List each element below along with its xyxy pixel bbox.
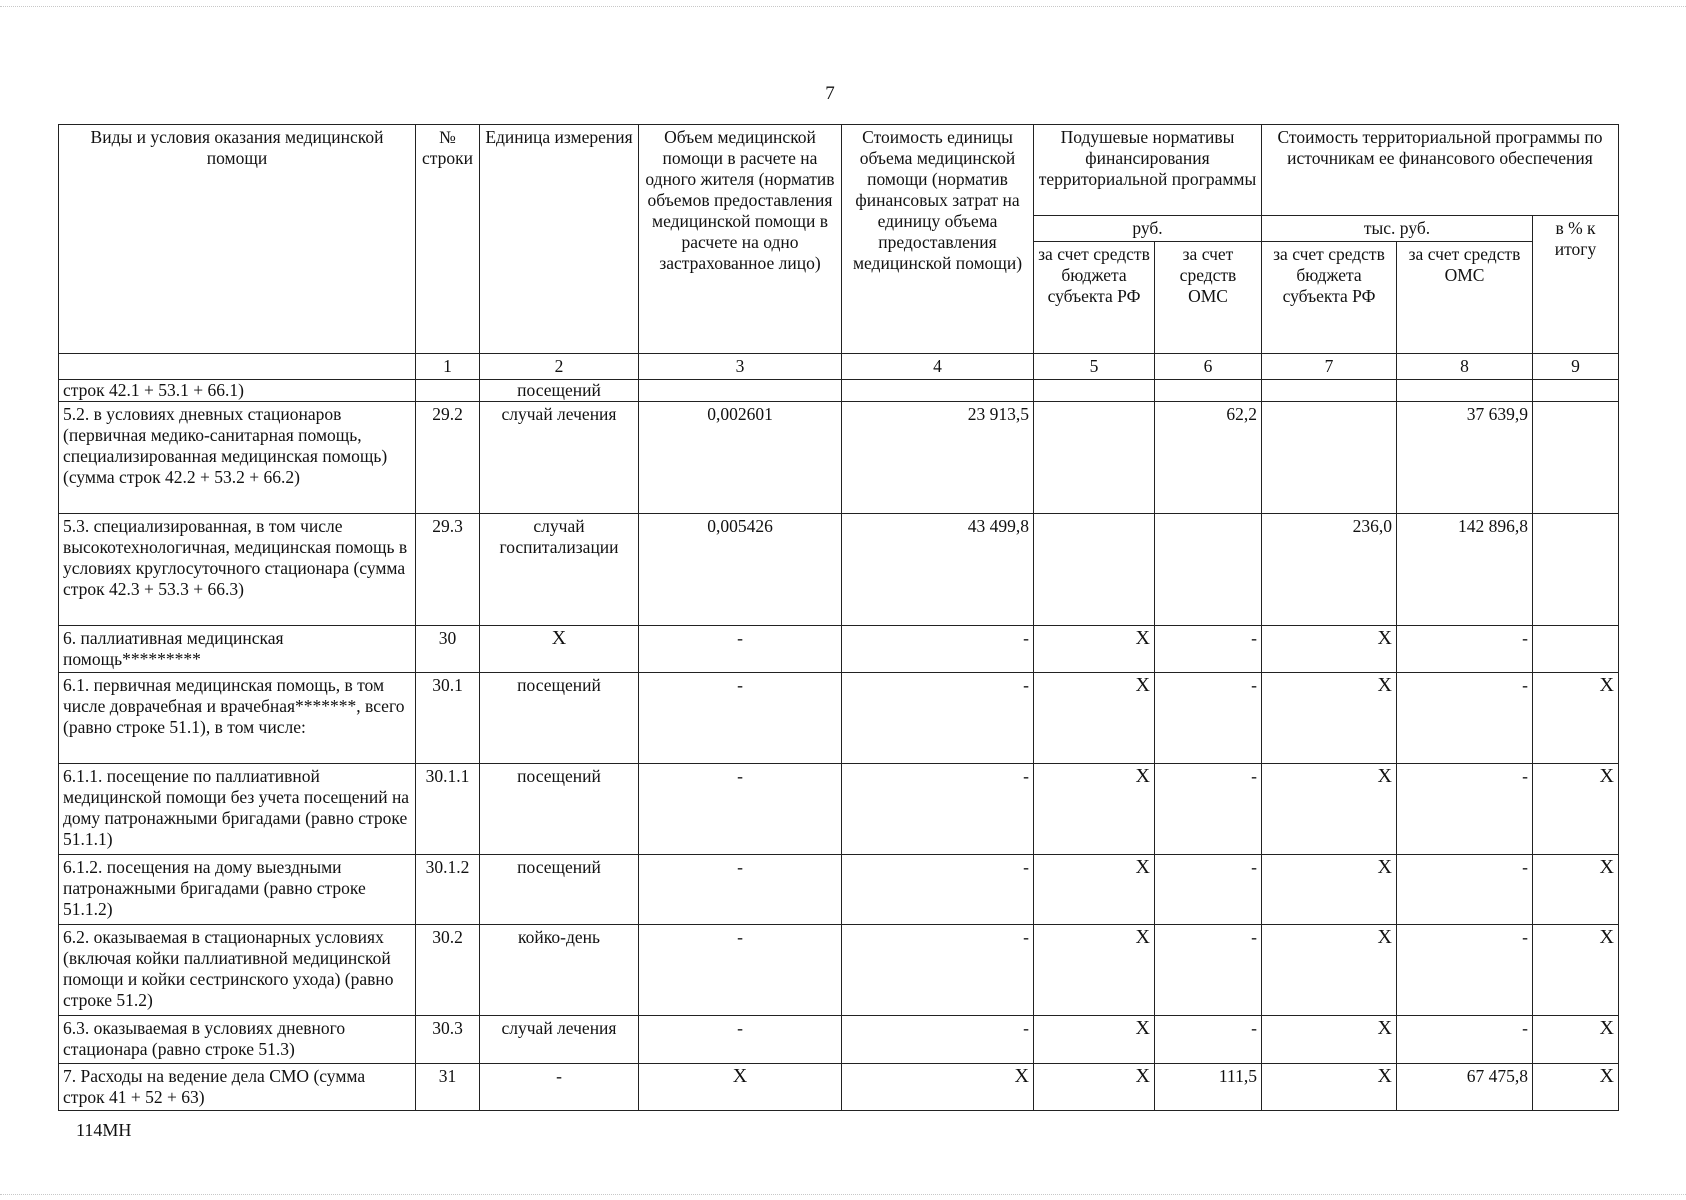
row-unit: X [480,626,639,673]
row-no: 30.1.2 [416,855,480,925]
column-number: 7 [1262,354,1397,380]
cell-c9: X [1533,1016,1619,1064]
row-no: 30 [416,626,480,673]
cell-c4: - [842,925,1034,1016]
cell-c6: - [1155,764,1262,855]
cell-c6: 111,5 [1155,1064,1262,1111]
cell-c4: 23 913,5 [842,402,1034,514]
cell-c4: - [842,1016,1034,1064]
row-name: строк 42.1 + 53.1 + 66.1) [59,380,416,402]
page-number: 7 [825,83,835,104]
cell-c9 [1533,514,1619,626]
table-row [59,764,1619,855]
header-c7-budget: за счет средств бюджета субъекта РФ [1262,242,1397,354]
cell-c7: X [1262,764,1397,855]
cell-c4: - [842,764,1034,855]
table-row [59,1064,1619,1111]
table-header [59,125,1619,380]
scan-edge-top [0,6,1686,7]
column-number: 8 [1397,354,1533,380]
cell-c4: - [842,673,1034,764]
header-c8-oms: за счет средств ОМС [1397,242,1533,354]
cell-c5 [1034,380,1155,402]
cell-c9 [1533,380,1619,402]
row-name: 6. паллиативная медицинская помощь********* [59,626,416,673]
row-no: 30.1.1 [416,764,480,855]
cell-c5: X [1034,1016,1155,1064]
table-row [59,380,1619,402]
row-name: 6.1. первичная медицинская помощь, в том числе доврачебная и врачебная*******, всего (равно строке 51.1), в том числе: [59,673,416,764]
column-numbers-row [59,354,1619,380]
cell-c6: - [1155,925,1262,1016]
column-number: 4 [842,354,1034,380]
header-row-no: № строки [416,125,480,354]
header-c5-budget: за счет средств бюджета субъекта РФ [1034,242,1155,354]
table-row [59,402,1619,514]
cell-c7: X [1262,626,1397,673]
cell-c6: - [1155,626,1262,673]
cell-c8: - [1397,764,1533,855]
cell-c6: 62,2 [1155,402,1262,514]
row-no [416,380,480,402]
cell-c3: X [639,1064,842,1111]
header-thousand-rub: тыс. руб. [1262,216,1533,242]
cell-c7: X [1262,855,1397,925]
cell-c4: - [842,855,1034,925]
cell-c8 [1397,380,1533,402]
cell-c9: X [1533,764,1619,855]
cell-c4: 43 499,8 [842,514,1034,626]
header-cost: Стоимость единицы объема медицинской помощи (норматив финансовых затрат на единицу объема предоставления медицинской помощи) [842,125,1034,354]
row-name: 5.2. в условиях дневных стационаров (первичная медико-санитарная помощь, специализированная медицинская помощь) (сумма строк 42.2 + 53.2 + 66.2) [59,402,416,514]
row-name: 6.2. оказываемая в стационарных условиях (включая койки паллиативной медицинской помощи и койки сестринского ухода) (равно строке 51.2) [59,925,416,1016]
cell-c6: - [1155,673,1262,764]
scan-edge-bottom [0,1194,1686,1195]
cell-c7: 236,0 [1262,514,1397,626]
cell-c9: X [1533,925,1619,1016]
header-percapita-group: Подушевые нормативы финансирования территориальной программы [1034,125,1262,216]
cell-c6 [1155,514,1262,626]
cell-c8: 37 639,9 [1397,402,1533,514]
cell-c5: X [1034,673,1155,764]
cell-c5: X [1034,1064,1155,1111]
row-unit: койко-день [480,925,639,1016]
column-number: 1 [416,354,480,380]
cell-c9: X [1533,855,1619,925]
column-number: 6 [1155,354,1262,380]
header-unit: Единица измерения [480,125,639,354]
cell-c8: - [1397,626,1533,673]
cell-c3: - [639,764,842,855]
header-percent-total: в % к итогу [1533,216,1619,354]
cell-c7 [1262,402,1397,514]
table-row [59,626,1619,673]
cell-c3: - [639,673,842,764]
cell-c7: X [1262,925,1397,1016]
header-types: Виды и условия оказания медицинской помощи [59,125,416,354]
row-unit: случай лечения [480,1016,639,1064]
table-body [59,380,1619,1111]
table-row [59,1016,1619,1064]
table-row [59,673,1619,764]
cell-c7: X [1262,673,1397,764]
header-rub: руб. [1034,216,1262,242]
cell-c3: - [639,626,842,673]
row-no: 31 [416,1064,480,1111]
cell-c4: X [842,1064,1034,1111]
row-no: 30.1 [416,673,480,764]
cell-c7 [1262,380,1397,402]
row-unit: посещений [480,673,639,764]
cell-c3 [639,380,842,402]
cell-c4 [842,380,1034,402]
cell-c8: - [1397,673,1533,764]
financing-table [58,124,1619,1111]
row-name: 7. Расходы на ведение дела СМО (сумма строк 41 + 52 + 63) [59,1064,416,1111]
cell-c7: X [1262,1016,1397,1064]
cell-c9: X [1533,673,1619,764]
row-unit: посещений [480,380,639,402]
header-program-cost-group: Стоимость территориальной программы по источникам ее финансового обеспечения [1262,125,1619,216]
cell-c8: 142 896,8 [1397,514,1533,626]
cell-c3: - [639,1016,842,1064]
cell-c3: - [639,855,842,925]
row-unit: посещений [480,855,639,925]
cell-c5: X [1034,855,1155,925]
table-row [59,925,1619,1016]
table-row [59,514,1619,626]
row-no: 30.3 [416,1016,480,1064]
header-c6-oms: за счет средств ОМС [1155,242,1262,354]
footer-code: 114МН [76,1120,132,1140]
column-number-blank [59,354,416,380]
cell-c7: X [1262,1064,1397,1111]
cell-c5 [1034,514,1155,626]
row-unit: посещений [480,764,639,855]
row-name: 6.1.2. посещения на дому выездными патронажными бригадами (равно строке 51.1.2) [59,855,416,925]
cell-c5 [1034,402,1155,514]
header-volume: Объем медицинской помощи в расчете на одного жителя (норматив объемов предоставления медицинской помощи в расчете на одно застрахованное лицо) [639,125,842,354]
cell-c8: - [1397,855,1533,925]
column-number: 3 [639,354,842,380]
row-name: 5.3. специализированная, в том числе высокотехнологичная, медицинская помощь в условиях круглосуточного стационара (сумма строк 42.3 + 53.3 + 66.3) [59,514,416,626]
cell-c3: 0,002601 [639,402,842,514]
cell-c5: X [1034,626,1155,673]
row-unit: - [480,1064,639,1111]
cell-c3: 0,005426 [639,514,842,626]
row-unit: случай госпитализации [480,514,639,626]
row-no: 30.2 [416,925,480,1016]
cell-c8: - [1397,1016,1533,1064]
row-unit: случай лечения [480,402,639,514]
cell-c8: 67 475,8 [1397,1064,1533,1111]
column-number: 9 [1533,354,1619,380]
cell-c3: - [639,925,842,1016]
cell-c5: X [1034,764,1155,855]
cell-c8: - [1397,925,1533,1016]
row-no: 29.2 [416,402,480,514]
row-no: 29.3 [416,514,480,626]
table-row [59,855,1619,925]
cell-c6: - [1155,855,1262,925]
cell-c9 [1533,402,1619,514]
cell-c5: X [1034,925,1155,1016]
cell-c4: - [842,626,1034,673]
column-number: 2 [480,354,639,380]
cell-c9: X [1533,1064,1619,1111]
row-name: 6.1.1. посещение по паллиативной медицинской помощи без учета посещений на дому патронажными бригадами (равно строке 51.1.1) [59,764,416,855]
row-name: 6.3. оказываемая в условиях дневного стационара (равно строке 51.3) [59,1016,416,1064]
cell-c6 [1155,380,1262,402]
cell-c9 [1533,626,1619,673]
cell-c6: - [1155,1016,1262,1064]
column-number: 5 [1034,354,1155,380]
